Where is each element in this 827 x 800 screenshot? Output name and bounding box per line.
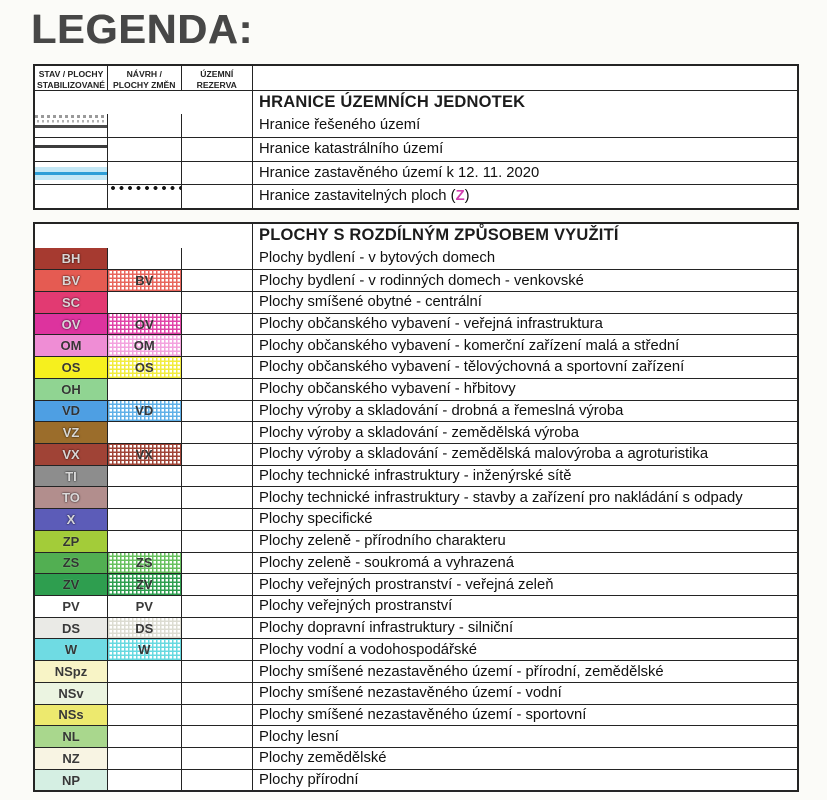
area-code: PV bbox=[62, 598, 80, 614]
area-code: OM bbox=[60, 338, 82, 354]
land-use-row bbox=[35, 725, 797, 747]
stav-swatch bbox=[35, 748, 107, 769]
rezerva-cell bbox=[181, 683, 253, 704]
column-header-rezerva-line1: ÚZEMNÍ bbox=[200, 68, 234, 79]
area-code: OS bbox=[61, 359, 81, 375]
land-use-label: Plochy technické infrastruktury - stavby a zařízení pro nakládání s odpady bbox=[252, 487, 797, 508]
stav-swatch bbox=[35, 683, 107, 704]
rezerva-cell bbox=[181, 114, 253, 138]
area-code: TI bbox=[65, 468, 77, 484]
rezerva-cell bbox=[181, 639, 253, 660]
navrh-swatch bbox=[107, 379, 181, 400]
column-header-rezerva-line2: REZERVA bbox=[196, 79, 237, 90]
area-code: DS bbox=[61, 620, 81, 636]
navrh-swatch bbox=[107, 553, 181, 574]
land-use-label: Plochy občanského vybavení - tělovýchovná a sportovní zařízení bbox=[252, 357, 797, 378]
land-use-label: Plochy zeleně - přírodního charakteru bbox=[252, 531, 797, 552]
land-use-label: Plochy technické infrastruktury - inženýrské sítě bbox=[252, 466, 797, 487]
land-use-label: Plochy smíšené obytné - centrální bbox=[252, 292, 797, 313]
area-code: VX bbox=[62, 446, 80, 462]
land-use-label: Plochy výroby a skladování - zemědělská malovýroba a agroturistika bbox=[252, 444, 797, 465]
area-code-navrh: OM bbox=[133, 338, 155, 354]
land-use-label: Plochy občanského vybavení - komerční zařízení malá a střední bbox=[252, 335, 797, 356]
navrh-swatch bbox=[107, 683, 181, 704]
boundary-row bbox=[35, 184, 797, 208]
land-use-row bbox=[35, 248, 797, 270]
page-title: LEGENDA: bbox=[31, 6, 254, 52]
rezerva-cell bbox=[181, 335, 253, 356]
stav-swatch bbox=[35, 726, 107, 747]
boundary-row bbox=[35, 137, 797, 161]
stav-cell bbox=[35, 185, 107, 208]
boundaries-table bbox=[33, 64, 799, 210]
land-use-row bbox=[35, 660, 797, 682]
column-header-stav bbox=[35, 66, 107, 90]
stav-swatch bbox=[35, 639, 107, 660]
navrh-swatch bbox=[107, 531, 181, 552]
land-use-row bbox=[35, 573, 797, 595]
rezerva-cell bbox=[181, 553, 253, 574]
navrh-swatch bbox=[107, 335, 181, 356]
boundary-line-swatch bbox=[35, 145, 107, 148]
rezerva-cell bbox=[181, 531, 253, 552]
stav-swatch bbox=[35, 270, 107, 291]
stav-swatch bbox=[35, 292, 107, 313]
stav-cell bbox=[35, 114, 107, 138]
stav-swatch bbox=[35, 487, 107, 508]
area-code-navrh: VX bbox=[135, 446, 153, 462]
land-use-row bbox=[35, 552, 797, 574]
column-header-empty bbox=[252, 66, 797, 90]
area-code: TO bbox=[62, 490, 80, 506]
rezerva-cell bbox=[181, 248, 253, 270]
navrh-swatch bbox=[107, 574, 181, 595]
column-header-stav-line1: STAV / PLOCHY bbox=[38, 68, 104, 79]
stav-swatch bbox=[35, 770, 107, 791]
navrh-cell bbox=[107, 138, 181, 161]
area-code-navrh: OV bbox=[134, 316, 154, 332]
land-use-row bbox=[35, 443, 797, 465]
land-use-row bbox=[35, 747, 797, 769]
land-use-row bbox=[35, 400, 797, 422]
boundary-row bbox=[35, 114, 797, 138]
land-use-label: Plochy občanského vybavení - hřbitovy bbox=[252, 379, 797, 400]
navrh-swatch bbox=[107, 596, 181, 617]
land-use-row bbox=[35, 595, 797, 617]
rezerva-cell bbox=[181, 292, 253, 313]
navrh-swatch bbox=[107, 661, 181, 682]
navrh-swatch bbox=[107, 444, 181, 465]
column-header-rezerva bbox=[181, 66, 253, 90]
land-use-row bbox=[35, 356, 797, 378]
navrh-swatch bbox=[107, 509, 181, 530]
area-code: OH bbox=[61, 381, 81, 397]
land-use-label: Plochy dopravní infrastruktury - silniční bbox=[252, 618, 797, 639]
column-header-navrh-line1: NÁVRH / bbox=[126, 68, 162, 79]
area-code-navrh: ZS bbox=[135, 555, 153, 571]
land-use-label: Plochy smíšené nezastavěného území - sportovní bbox=[252, 705, 797, 726]
land-use-row bbox=[35, 291, 797, 313]
boundary-label-accent: Z bbox=[455, 188, 465, 205]
land-use-label: Plochy smíšené nezastavěného území - přírodní, zemědělské bbox=[252, 661, 797, 682]
boundary-line-swatch bbox=[35, 115, 107, 128]
boundaries-section-title: HRANICE ÚZEMNÍCH JEDNOTEK bbox=[252, 91, 797, 114]
boundaries-section-header-row bbox=[35, 90, 797, 114]
rezerva-cell bbox=[181, 748, 253, 769]
navrh-swatch bbox=[107, 726, 181, 747]
rezerva-cell bbox=[181, 574, 253, 595]
area-code: OV bbox=[61, 316, 81, 332]
column-header-stav-line2: STABILIZOVANÉ bbox=[37, 79, 105, 90]
area-code-navrh: VD bbox=[135, 403, 154, 419]
land-use-row bbox=[35, 530, 797, 552]
land-use-row bbox=[35, 421, 797, 443]
section-header-spacer bbox=[35, 224, 252, 248]
navrh-swatch bbox=[107, 270, 181, 291]
boundary-label bbox=[252, 185, 797, 208]
land-use-row bbox=[35, 313, 797, 335]
rezerva-cell bbox=[181, 162, 253, 185]
stav-swatch bbox=[35, 401, 107, 422]
uses-section-header-row bbox=[35, 224, 797, 248]
navrh-swatch bbox=[107, 770, 181, 791]
rezerva-cell bbox=[181, 466, 253, 487]
navrh-cell bbox=[107, 162, 181, 185]
stav-swatch bbox=[35, 618, 107, 639]
land-use-row bbox=[35, 378, 797, 400]
rezerva-cell bbox=[181, 596, 253, 617]
section-header-spacer bbox=[35, 91, 252, 114]
land-use-row bbox=[35, 334, 797, 356]
stav-cell bbox=[35, 162, 107, 185]
column-header-navrh-line2: PLOCHY ZMĚN bbox=[113, 79, 176, 90]
land-use-label: Plochy vodní a vodohospodářské bbox=[252, 639, 797, 660]
area-code-navrh: DS bbox=[135, 620, 154, 636]
area-code: NSpz bbox=[54, 664, 88, 680]
land-use-row bbox=[35, 465, 797, 487]
rezerva-cell bbox=[181, 509, 253, 530]
rezerva-cell bbox=[181, 422, 253, 443]
land-use-row bbox=[35, 769, 797, 791]
stav-swatch bbox=[35, 509, 107, 530]
navrh-swatch bbox=[107, 248, 181, 270]
stav-swatch bbox=[35, 574, 107, 595]
navrh-cell bbox=[107, 185, 181, 208]
stav-swatch bbox=[35, 357, 107, 378]
navrh-swatch bbox=[107, 292, 181, 313]
boundary-label-text: Hranice řešeného území bbox=[259, 117, 421, 134]
land-use-label: Plochy veřejných prostranství - veřejná zeleň bbox=[252, 574, 797, 595]
boundary-line-swatch bbox=[35, 167, 107, 180]
navrh-swatch bbox=[107, 314, 181, 335]
boundary-label-text: Hranice zastavěného území k 12. 11. 2020 bbox=[259, 164, 540, 181]
land-use-label: Plochy bydlení - v rodinných domech - venkovské bbox=[252, 270, 797, 291]
stav-swatch bbox=[35, 444, 107, 465]
land-use-label: Plochy bydlení - v bytových domech bbox=[252, 248, 797, 270]
land-use-label: Plochy výroby a skladování - zemědělská výroba bbox=[252, 422, 797, 443]
stav-swatch bbox=[35, 531, 107, 552]
area-code-navrh: BV bbox=[135, 273, 154, 289]
area-code: W bbox=[64, 642, 78, 658]
area-code: NL bbox=[62, 729, 80, 745]
stav-swatch bbox=[35, 422, 107, 443]
area-code-navrh: OS bbox=[134, 359, 154, 375]
stav-swatch bbox=[35, 314, 107, 335]
land-use-label: Plochy výroby a skladování - drobná a řemeslná výroba bbox=[252, 401, 797, 422]
boundary-label bbox=[252, 114, 797, 138]
area-code: BV bbox=[61, 273, 81, 289]
land-use-row bbox=[35, 704, 797, 726]
navrh-swatch bbox=[107, 487, 181, 508]
land-use-label: Plochy zemědělské bbox=[252, 748, 797, 769]
area-code: ZP bbox=[62, 533, 80, 549]
rezerva-cell bbox=[181, 618, 253, 639]
land-use-row bbox=[35, 682, 797, 704]
stav-swatch bbox=[35, 661, 107, 682]
rezerva-cell bbox=[181, 661, 253, 682]
navrh-swatch bbox=[107, 705, 181, 726]
rezerva-cell bbox=[181, 379, 253, 400]
rezerva-cell bbox=[181, 444, 253, 465]
stav-swatch bbox=[35, 335, 107, 356]
land-use-label: Plochy občanského vybavení - veřejná infrastruktura bbox=[252, 314, 797, 335]
area-code: VZ bbox=[62, 425, 80, 441]
navrh-swatch bbox=[107, 618, 181, 639]
rezerva-cell bbox=[181, 487, 253, 508]
area-code: X bbox=[66, 511, 76, 527]
stav-swatch bbox=[35, 596, 107, 617]
land-use-row bbox=[35, 486, 797, 508]
boundary-label bbox=[252, 138, 797, 161]
land-use-label: Plochy specifické bbox=[252, 509, 797, 530]
area-code-navrh: ZV bbox=[135, 577, 153, 593]
land-use-label: Plochy lesní bbox=[252, 726, 797, 747]
rezerva-cell bbox=[181, 770, 253, 791]
rezerva-cell bbox=[181, 705, 253, 726]
rezerva-cell bbox=[181, 314, 253, 335]
stav-swatch bbox=[35, 379, 107, 400]
stav-swatch bbox=[35, 553, 107, 574]
rezerva-cell bbox=[181, 401, 253, 422]
land-use-table bbox=[33, 222, 799, 792]
boundary-line-swatch bbox=[110, 185, 181, 191]
rezerva-cell bbox=[181, 270, 253, 291]
area-code-navrh: W bbox=[138, 642, 151, 658]
column-header-navrh bbox=[107, 66, 181, 90]
land-use-row bbox=[35, 269, 797, 291]
navrh-swatch bbox=[107, 422, 181, 443]
navrh-swatch bbox=[107, 639, 181, 660]
area-code: BH bbox=[61, 250, 81, 266]
rezerva-cell bbox=[181, 138, 253, 161]
rezerva-cell bbox=[181, 726, 253, 747]
land-use-label: Plochy smíšené nezastavěného území - vodní bbox=[252, 683, 797, 704]
land-use-label: Plochy veřejných prostranství bbox=[252, 596, 797, 617]
area-code: NP bbox=[61, 772, 81, 788]
area-code: ZS bbox=[62, 555, 80, 571]
area-code: SC bbox=[61, 294, 81, 310]
land-use-row bbox=[35, 508, 797, 530]
land-use-row bbox=[35, 638, 797, 660]
boundary-row bbox=[35, 161, 797, 185]
area-code: VD bbox=[61, 403, 81, 419]
area-code: NSs bbox=[58, 707, 84, 723]
navrh-swatch bbox=[107, 466, 181, 487]
rezerva-cell bbox=[181, 185, 253, 208]
column-header-row bbox=[35, 66, 797, 90]
stav-swatch bbox=[35, 248, 107, 270]
land-use-row bbox=[35, 617, 797, 639]
land-use-label: Plochy zeleně - soukromá a vyhrazená bbox=[252, 553, 797, 574]
navrh-swatch bbox=[107, 748, 181, 769]
land-use-label: Plochy přírodní bbox=[252, 770, 797, 791]
area-code-navrh: PV bbox=[135, 598, 153, 614]
uses-section-title: PLOCHY S ROZDÍLNÝM ZPŮSOBEM VYUŽITÍ bbox=[252, 224, 797, 248]
navrh-cell bbox=[107, 114, 181, 138]
navrh-swatch bbox=[107, 401, 181, 422]
stav-cell bbox=[35, 138, 107, 161]
boundary-label-suffix: ) bbox=[464, 188, 470, 205]
area-code: ZV bbox=[62, 577, 80, 593]
navrh-swatch bbox=[107, 357, 181, 378]
boundary-label-text: Hranice zastavitelných ploch ( bbox=[259, 188, 456, 205]
stav-swatch bbox=[35, 705, 107, 726]
boundary-label bbox=[252, 162, 797, 185]
stav-swatch bbox=[35, 466, 107, 487]
area-code: NSv bbox=[58, 685, 84, 701]
area-code: NZ bbox=[62, 750, 80, 766]
rezerva-cell bbox=[181, 357, 253, 378]
boundary-label-text: Hranice katastrálního území bbox=[259, 141, 444, 158]
